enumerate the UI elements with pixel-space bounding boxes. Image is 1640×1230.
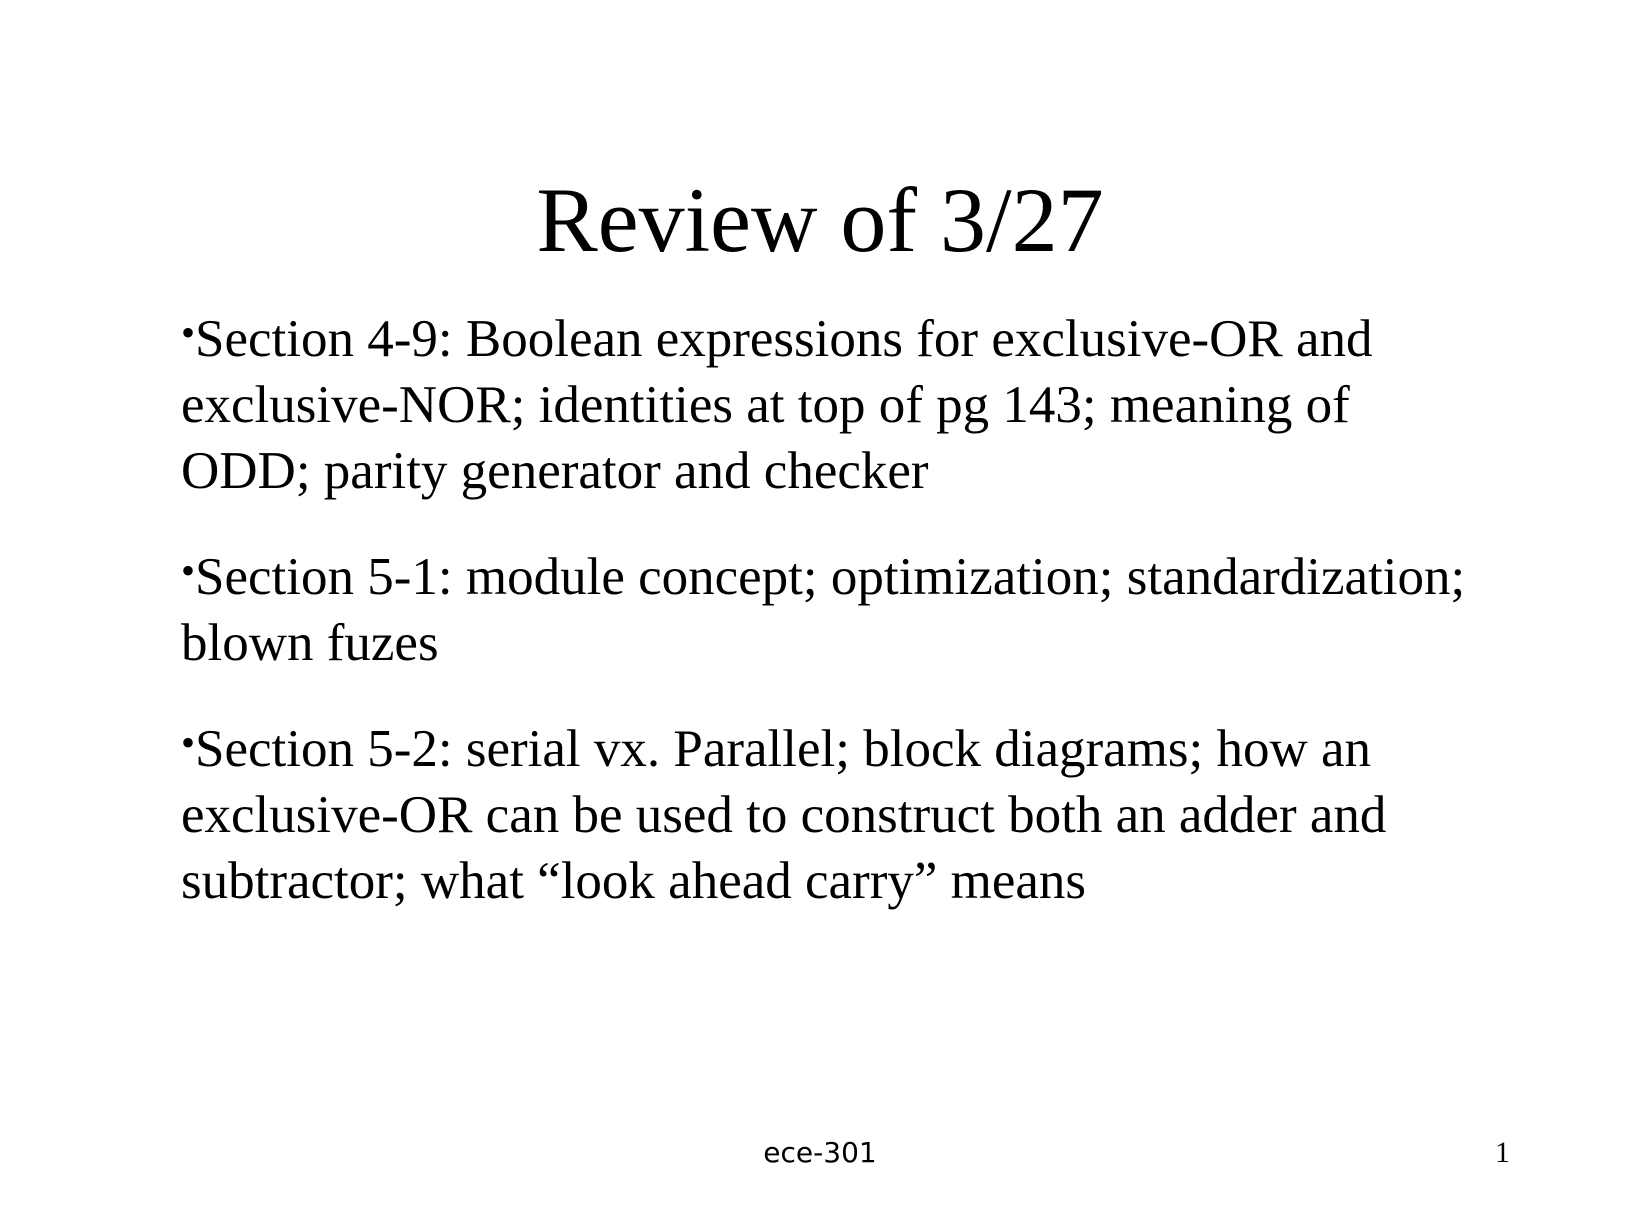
footer-course-label: ece-301 (763, 1136, 877, 1169)
list-item (181, 538, 1481, 676)
page-number: 1 (1495, 1136, 1510, 1169)
bullet-text: Section 4-9: Boolean expressions for exclusive-OR and exclusive-NOR; identities at top of pg 143; meaning of ODD; parity generator and checker (181, 310, 1373, 500)
bullet-icon: • (181, 310, 196, 355)
bullet-list (181, 300, 1481, 948)
slide-title: Review of 3/27 (536, 169, 1104, 271)
bullet-text: Section 5-1: module concept; optimization; standardization; blown fuzes (181, 548, 1466, 672)
bullet-text: Section 5-2: serial vx. Parallel; block diagrams; how an exclusive-OR can be used to construct both an adder and subtractor; what “look ahead carry” means (181, 720, 1387, 910)
list-item (181, 710, 1481, 914)
bullet-icon: • (181, 548, 196, 593)
list-item (181, 300, 1481, 504)
bullet-icon: • (181, 720, 196, 765)
